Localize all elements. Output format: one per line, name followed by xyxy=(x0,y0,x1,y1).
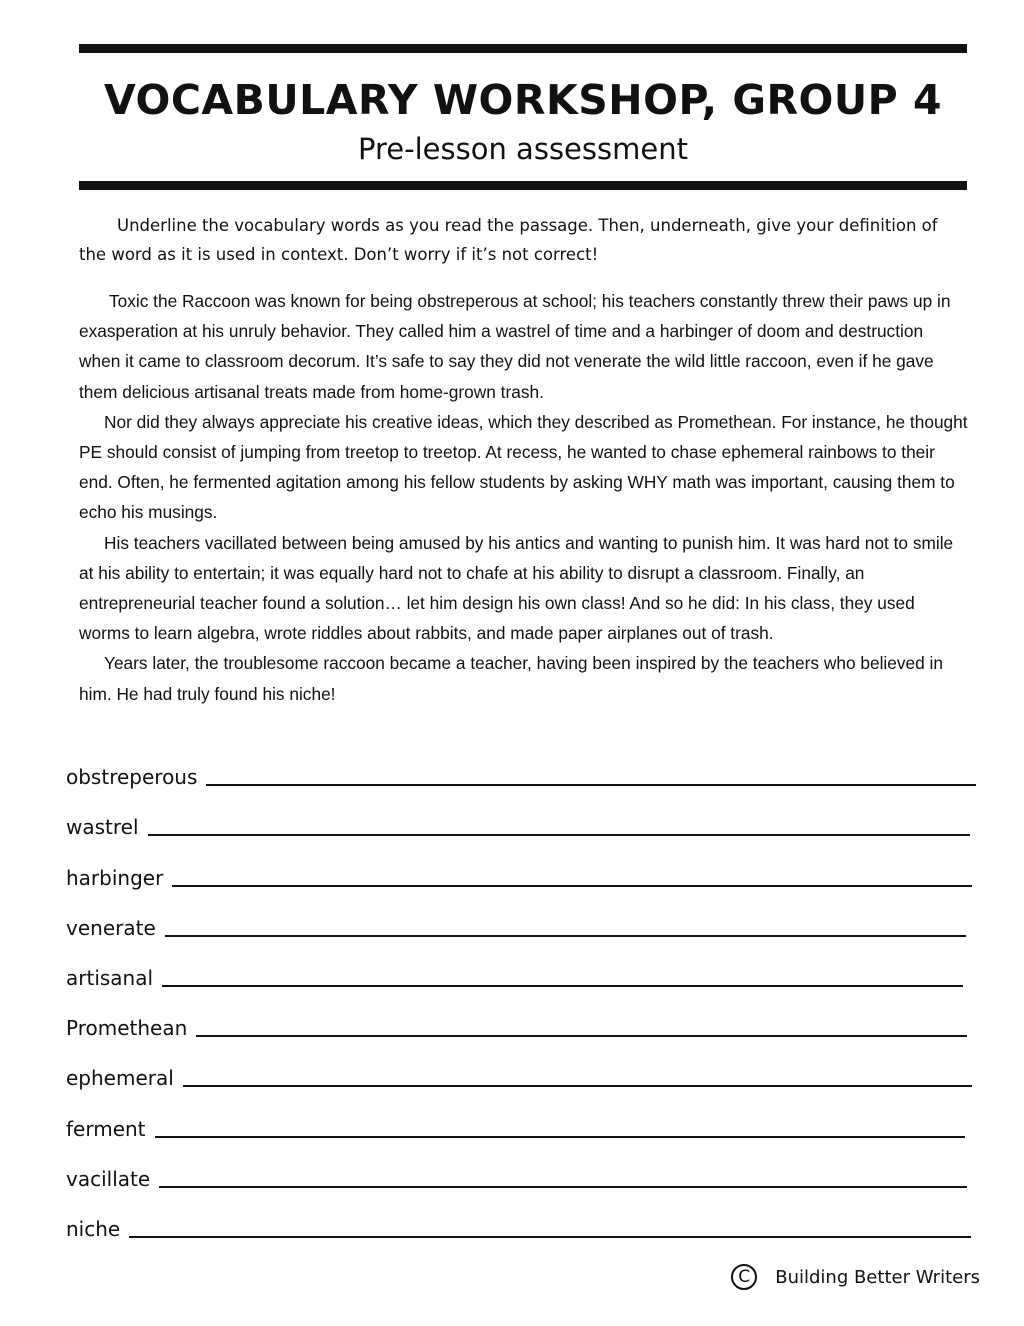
passage-paragraph: Nor did they always appreciate his creative ideas, which they described as Promethean. For instance, he thought PE should consist of jumping from treetop to treetop. At recess, he wanted to chase ephemeral rainbows to their end. Often, he fermented agitation among his fellow students by asking WHY math was important, causing them to echo his musings. xyxy=(79,411,968,523)
copyright-icon: C xyxy=(731,1264,757,1290)
page-subtitle: Pre-lesson assessment xyxy=(358,132,688,166)
page-title: VOCABULARY WORKSHOP, GROUP 4 xyxy=(103,76,943,124)
vocab-row xyxy=(66,993,976,1043)
instructions xyxy=(79,211,969,269)
reading-passage xyxy=(79,286,969,709)
vocab-term: niche xyxy=(66,1216,121,1241)
footer-credit xyxy=(731,1264,980,1290)
definition-blank[interactable] xyxy=(155,1136,965,1138)
vocab-term: ephemeral xyxy=(66,1066,174,1091)
vocab-term: obstreperous xyxy=(66,765,198,790)
vocab-row xyxy=(66,792,976,842)
definition-blank[interactable] xyxy=(148,834,970,836)
passage-paragraph: Toxic the Raccoon was known for being obstreperous at school; his teachers constantly threw their paws up in exasperation at his unruly behavior. They called him a wastrel of time and a harbinger of doom and destruction when it came to classroom decorum. It’s safe to say they did not venerate the wild little raccoon, even if he gave them delicious artisanal treats made from home-grown trash. xyxy=(79,291,951,402)
definition-blank[interactable] xyxy=(165,935,966,937)
definition-blank[interactable] xyxy=(196,1035,967,1037)
definition-blank[interactable] xyxy=(162,985,963,987)
vocab-term: harbinger xyxy=(66,865,164,890)
header-top-rule xyxy=(79,44,967,53)
vocab-term: Promethean xyxy=(66,1016,188,1041)
vocab-row xyxy=(66,893,976,943)
header-bottom-rule xyxy=(79,181,967,190)
vocab-row xyxy=(66,1194,976,1244)
vocab-row xyxy=(66,1043,976,1093)
definition-blank[interactable] xyxy=(159,1186,967,1188)
vocab-row xyxy=(66,1144,976,1194)
vocab-term: venerate xyxy=(66,915,156,940)
definition-blank[interactable] xyxy=(206,784,976,786)
vocab-row xyxy=(66,842,976,892)
definition-blank[interactable] xyxy=(172,885,972,887)
vocab-term: wastrel xyxy=(66,815,139,840)
vocab-definition-list xyxy=(66,742,976,1244)
definition-blank[interactable] xyxy=(183,1085,972,1087)
instructions-text: Underline the vocabulary words as you read the passage. Then, underneath, give your definition of the word as it is used in context. Don’t worry if it’s not correct! xyxy=(79,216,938,264)
vocab-row xyxy=(66,742,976,792)
passage-paragraph: Years later, the troublesome raccoon became a teacher, having been inspired by the teachers who believed in him. He had truly found his niche! xyxy=(79,653,943,704)
footer-text: Building Better Writers xyxy=(775,1266,980,1288)
vocab-term: ferment xyxy=(66,1116,146,1141)
passage-paragraph: His teachers vacillated between being amused by his antics and wanting to punish him. It was hard not to smile at his ability to entertain; it was equally hard not to chafe at his ability to disrupt a classroom. Finally, an entrepreneurial teacher found a solution… let him design his own class! And so he did: In his class, they used worms to learn algebra, wrote riddles about rabbits, and made paper airplanes out of trash. xyxy=(79,532,954,644)
vocab-term: vacillate xyxy=(66,1166,151,1191)
vocab-row xyxy=(66,1093,976,1143)
vocab-row xyxy=(66,943,976,993)
definition-blank[interactable] xyxy=(129,1236,971,1238)
vocab-term: artisanal xyxy=(66,965,154,990)
